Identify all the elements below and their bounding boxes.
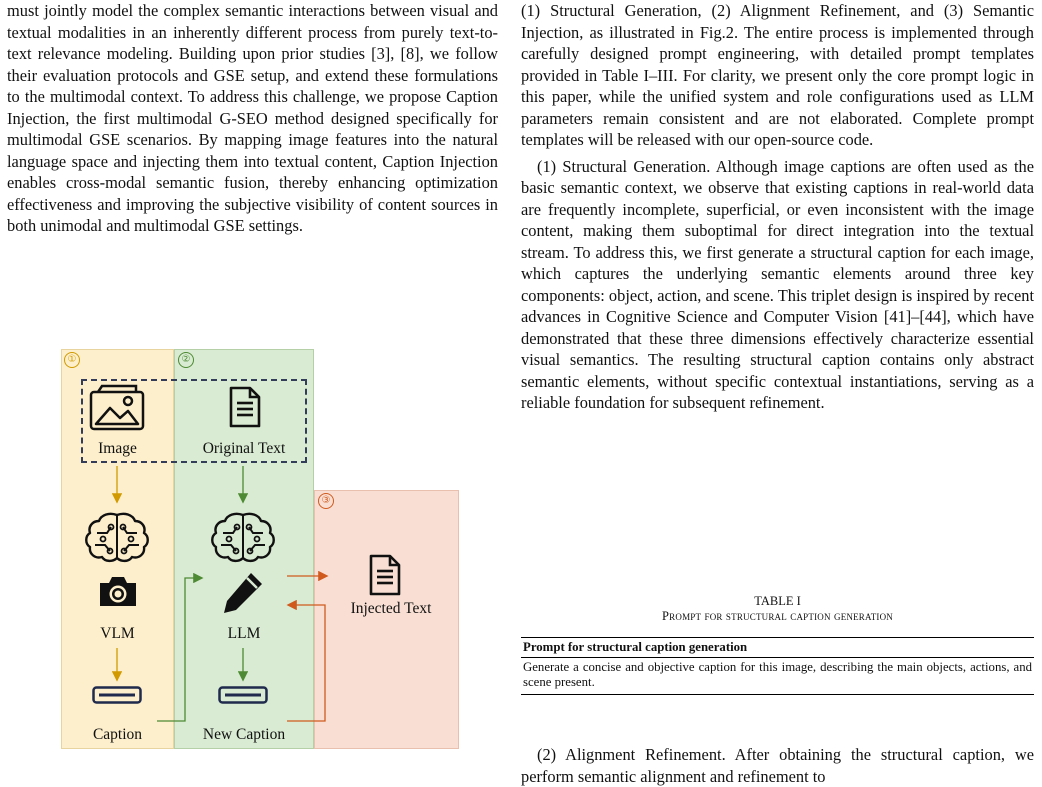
caption-label: Caption bbox=[92, 726, 143, 743]
table-title bbox=[521, 609, 1034, 624]
prompt-table bbox=[521, 637, 1034, 695]
figure-2 bbox=[61, 349, 459, 749]
panel-number-1: ① bbox=[64, 352, 80, 368]
camera-icon bbox=[98, 574, 138, 608]
pencil-icon bbox=[221, 570, 265, 614]
caption-bar-icon bbox=[218, 686, 268, 704]
new-caption-label: New Caption bbox=[202, 726, 286, 743]
image-label: Image bbox=[98, 440, 137, 457]
paragraph: (1) Structural Generation. Although image captions are often used as the basic semantic context, we observe that existing captions in real-world data are frequently incomplete, superficial, or even inconsistent with the image content, making them suboptimal for direct integration into the textual stream. To address this, we first generate a structural caption for each image, which captures the underlying semantic elements around three key components: object, action, and scene. This triplet design is inspired by recent advances in Cognitive Science and Computer Vision [41]–[44], which have demonstrated that these three dimensions effectively characterize essential visual semantics. The resulting structural caption contains only abstract semantic elements, without specific contextual instantiations, serving as a reliable foundation for subsequent refinement. bbox=[521, 156, 1034, 412]
panel-number-2: ② bbox=[178, 352, 194, 368]
brain-icon bbox=[83, 511, 151, 563]
injected-text-label: Injected Text bbox=[350, 600, 432, 617]
table-header: Prompt for structural caption generation bbox=[521, 638, 1034, 658]
paragraph: (1) Structural Generation, (2) Alignment Refinement, and (3) Semantic Injection, as illustrated in Fig.2. The entire process is implemented through carefully designed prompt engineering, with detailed prompt templates provided in Table I–III. For clarity, we present only the core prompt logic in this paper, while the unified system and role configurations used as LLM parameters remain consistent and are not elaborated. Complete prompt templates will be released with our open-source code. bbox=[521, 1, 1034, 149]
caption-bar-icon bbox=[92, 686, 142, 704]
left-column bbox=[7, 0, 498, 237]
table-number: TABLE I bbox=[754, 594, 801, 608]
right-column-bottom bbox=[521, 744, 1034, 787]
table-title-text: Prompt for structural caption generation bbox=[662, 609, 893, 623]
document-icon bbox=[368, 553, 402, 597]
panel-number-3: ③ bbox=[318, 493, 334, 509]
vlm-label: VLM bbox=[100, 625, 135, 642]
table-cell: Generate a concise and objective caption for this image, describing the main objects, actions, and scene present. bbox=[521, 658, 1034, 695]
paragraph: (2) Alignment Refinement. After obtaining the structural caption, we perform semantic alignment and refinement to bbox=[521, 745, 1034, 786]
llm-label: LLM bbox=[227, 625, 261, 642]
paragraph: must jointly model the complex semantic interactions between visual and textual modalities in an inherently different process from purely text-to-text relevance modeling. Building upon prior studies [3], [8], we follow their evaluation protocols and GSE setup, and extend these formulations to the multimodal context. To address this challenge, we propose Caption Injection, the first multimodal G-SEO method designed specifically for multimodal GSE scenarios. By mapping image features into the natural language space and injecting them into textual content, Caption Injection enables cross-modal semantic fusion, thereby enhancing optimization effectiveness and improving the subjective visibility of content sources in both unimodal and multimodal GSE settings. bbox=[7, 1, 498, 235]
brain-icon bbox=[209, 511, 277, 563]
original-text-label: Original Text bbox=[202, 440, 286, 457]
right-column bbox=[521, 0, 1034, 414]
